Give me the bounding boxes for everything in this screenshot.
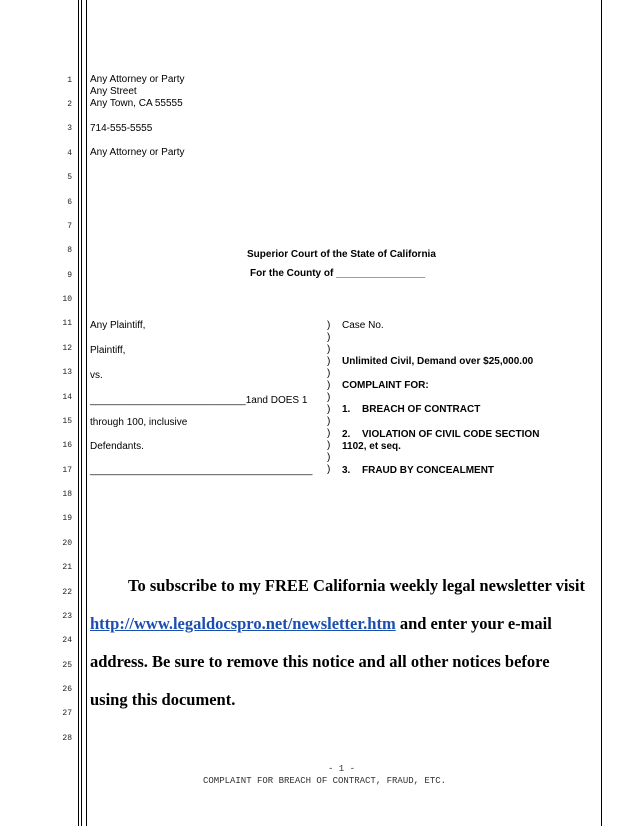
caption-paren: ) xyxy=(327,356,331,367)
court-county: For the County of ________________ xyxy=(250,268,426,279)
caption-paren: ) xyxy=(327,428,331,439)
attorney-party: Any Attorney or Party xyxy=(90,147,185,158)
line-number: 1 xyxy=(67,76,72,85)
plaintiff-name: Any Plaintiff, xyxy=(90,320,146,331)
notice-line-3: address. Be sure to remove this notice and all other notices before xyxy=(90,652,550,671)
line-number: 3 xyxy=(67,124,72,133)
plaintiff-role: Plaintiff, xyxy=(90,345,126,356)
count-2-line-2: 1102, et seq. xyxy=(342,441,401,452)
court-title: Superior Court of the State of California xyxy=(247,249,436,260)
line-number: 22 xyxy=(62,588,72,597)
line-number: 11 xyxy=(62,319,72,328)
line-number: 7 xyxy=(67,222,72,231)
left-margin-rule-2 xyxy=(81,0,82,826)
line-number: 8 xyxy=(67,246,72,255)
caption-paren: ) xyxy=(327,404,331,415)
newsletter-link[interactable]: http://www.legaldocspro.net/newsletter.htm xyxy=(90,614,396,633)
count-1: BREACH OF CONTRACT xyxy=(362,404,481,415)
footer-title: COMPLAINT FOR BREACH OF CONTRACT, FRAUD, ETC. xyxy=(203,776,447,786)
caption-paren: ) xyxy=(327,392,331,403)
caption-paren: ) xyxy=(327,344,331,355)
line-number: 20 xyxy=(62,539,72,548)
case-number: Case No. xyxy=(342,320,384,331)
line-number: 10 xyxy=(62,295,72,304)
defendant-line: ____________________________1and DOES 1 xyxy=(90,395,308,406)
versus: vs. xyxy=(90,370,103,381)
notice-line-4: using this document. xyxy=(90,690,236,709)
left-margin-rule-1 xyxy=(78,0,79,826)
line-number: 27 xyxy=(62,709,72,718)
line-number: 18 xyxy=(62,490,72,499)
caption-paren: ) xyxy=(327,464,331,475)
count-2-line-1: VIOLATION OF CIVIL CODE SECTION xyxy=(362,429,540,440)
line-number: 16 xyxy=(62,441,72,450)
complaint-for: COMPLAINT FOR: xyxy=(342,380,429,391)
right-margin-rule xyxy=(601,0,602,826)
count-3-number: 3. xyxy=(342,465,351,476)
line-number: 28 xyxy=(62,734,72,743)
line-number: 26 xyxy=(62,685,72,694)
page-number: - 1 - xyxy=(328,764,356,774)
count-3: FRAUD BY CONCEALMENT xyxy=(362,465,495,476)
notice-line-2 xyxy=(90,614,552,634)
attorney-name: Any Attorney or Party xyxy=(90,74,185,85)
line-number: 23 xyxy=(62,612,72,621)
line-number: 14 xyxy=(62,393,72,402)
left-margin-rule-3 xyxy=(86,0,87,826)
caption-paren: ) xyxy=(327,452,331,463)
caption-paren: ) xyxy=(327,380,331,391)
defendant-line-2: through 100, inclusive xyxy=(90,417,188,428)
line-number: 5 xyxy=(67,173,72,182)
notice-line-1: To subscribe to my FREE California weekly legal newsletter visit xyxy=(128,576,585,595)
notice-line-2-rest: and enter your e-mail xyxy=(395,614,552,633)
line-number: 21 xyxy=(62,563,72,572)
line-number: 4 xyxy=(67,149,72,158)
line-number: 9 xyxy=(67,271,72,280)
line-number: 24 xyxy=(62,636,72,645)
caption-paren: ) xyxy=(327,368,331,379)
attorney-street: Any Street xyxy=(90,86,137,97)
caption-paren: ) xyxy=(327,320,331,331)
line-number: 17 xyxy=(62,466,72,475)
jurisdiction: Unlimited Civil, Demand over $25,000.00 xyxy=(342,356,534,367)
line-number: 12 xyxy=(62,344,72,353)
line-number: 15 xyxy=(62,417,72,426)
caption-paren: ) xyxy=(327,416,331,427)
line-number: 2 xyxy=(67,100,72,109)
caption-paren: ) xyxy=(327,440,331,451)
defendant-role: Defendants. xyxy=(90,441,144,452)
caption-paren: ) xyxy=(327,332,331,343)
attorney-city: Any Town, CA 55555 xyxy=(90,98,183,109)
caption-bottom-rule: ________________________________________ xyxy=(90,465,313,476)
line-number: 19 xyxy=(62,514,72,523)
attorney-phone: 714-555-5555 xyxy=(90,123,153,134)
line-number: 6 xyxy=(67,198,72,207)
count-1-number: 1. xyxy=(342,404,351,415)
count-2-number: 2. xyxy=(342,429,351,440)
line-number: 13 xyxy=(62,368,72,377)
line-number: 25 xyxy=(62,661,72,670)
